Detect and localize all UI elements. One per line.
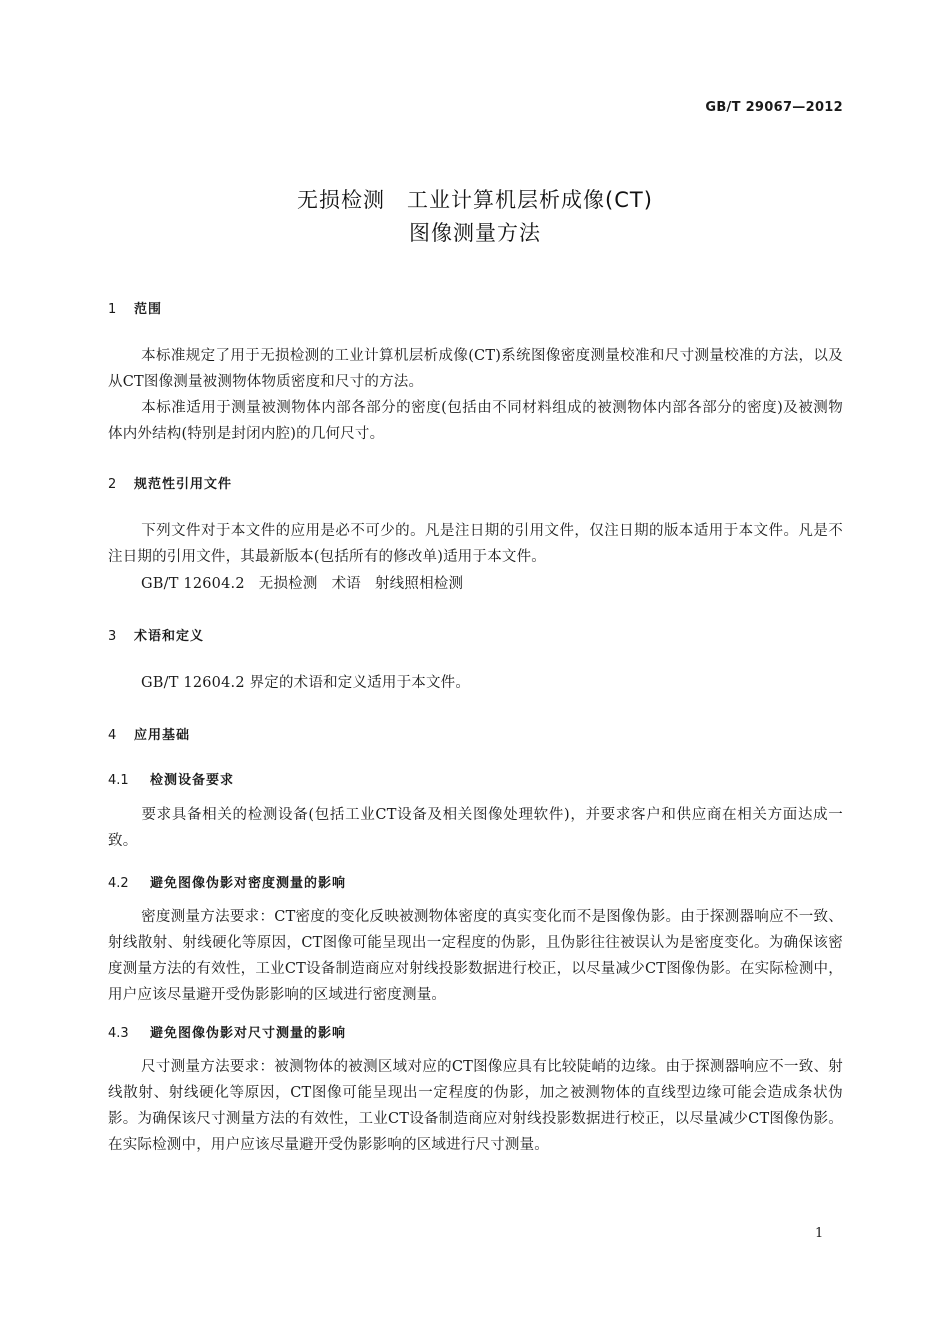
paragraph-text: 密度测量方法要求：CT密度的变化反映被测物体密度的真实变化而不是图像伪影。由于探测器响应不一致、射线散射、射线硬化等原因，CT图像可能呈现出一定程度的伪影，且伪影往往被误认为是密度变化。为确保该密度测量方法的有效性，工业CT设备制造商应对射线投影数据进行校正，以尽量减少CT图像伪影。在实际检测中，用户应该尽量避开受伪影影响的区域进行密度测量。 xyxy=(108,909,843,1003)
document-title-line1: 无损检测 工业计算机层析成像(CT) xyxy=(297,188,653,212)
section-4-2-paragraph xyxy=(108,904,843,1008)
section-2-heading xyxy=(108,473,232,492)
normative-reference xyxy=(141,572,463,593)
section-title: 范围 xyxy=(134,302,163,317)
page-number: 1 xyxy=(815,1226,824,1241)
reference-title-part: 射线照相检测 xyxy=(374,576,464,592)
section-number: 4 xyxy=(108,728,117,743)
section-title: 检测设备要求 xyxy=(150,773,235,788)
reference-title-part: 无损检测 xyxy=(258,576,318,592)
section-4-2-heading xyxy=(108,872,346,891)
section-number: 4.3 xyxy=(108,1026,129,1041)
reference-code: GB/T 12604.2 xyxy=(141,576,245,592)
section-number: 3 xyxy=(108,629,117,644)
reference-title-part: 术语 xyxy=(331,576,361,592)
section-1-paragraph-1 xyxy=(108,343,843,395)
section-4-1-paragraph xyxy=(108,802,843,854)
section-2-paragraph-1 xyxy=(108,518,843,570)
section-title: 应用基础 xyxy=(134,728,191,743)
section-4-3-heading xyxy=(108,1022,346,1041)
document-title-line2: 图像测量方法 xyxy=(409,221,541,245)
section-3-heading xyxy=(108,625,204,644)
section-number: 4.2 xyxy=(108,876,129,891)
section-3-paragraph-1 xyxy=(108,670,843,696)
section-1-heading xyxy=(108,298,162,317)
paragraph-text: 要求具备相关的检测设备(包括工业CT设备及相关图像处理软件)，并要求客户和供应商在相关方面达成一致。 xyxy=(108,807,843,849)
section-4-heading xyxy=(108,724,190,743)
section-number: 2 xyxy=(108,477,117,492)
paragraph-text: GB/T 12604.2 界定的术语和定义适用于本文件。 xyxy=(141,675,471,691)
paragraph-text: 本标准适用于测量被测物体内部各部分的密度(包括由不同材料组成的被测物体内部各部分的密度)及被测物体内外结构(特别是封闭内腔)的几何尺寸。 xyxy=(108,400,843,442)
section-4-1-heading xyxy=(108,769,234,788)
standard-number: GB/T 29067—2012 xyxy=(705,100,843,115)
section-number: 1 xyxy=(108,302,117,317)
paragraph-text: 本标准规定了用于无损检测的工业计算机层析成像(CT)系统图像密度测量校准和尺寸测量校准的方法，以及从CT图像测量被测物体物质密度和尺寸的方法。 xyxy=(108,348,843,390)
section-title: 避免图像伪影对密度测量的影响 xyxy=(150,876,347,891)
paragraph-text: 下列文件对于本文件的应用是必不可少的。凡是注日期的引用文件，仅注日期的版本适用于本文件。凡是不注日期的引用文件，其最新版本(包括所有的修改单)适用于本文件。 xyxy=(108,523,843,565)
section-1-paragraph-2 xyxy=(108,395,843,447)
section-title: 规范性引用文件 xyxy=(134,477,233,492)
section-number: 4.1 xyxy=(108,773,129,788)
paragraph-text: 尺寸测量方法要求：被测物体的被测区域对应的CT图像应具有比较陡峭的边缘。由于探测器响应不一致、射线散射、射线硬化等原因，CT图像可能呈现出一定程度的伪影，加之被测物体的直线型边缘可能会造成条状伪影。为确保该尺寸测量方法的有效性，工业CT设备制造商应对射线投影数据进行校正，以尽量减少CT图像伪影。在实际检测中，用户应该尽量避开受伪影影响的区域进行尺寸测量。 xyxy=(108,1059,843,1153)
section-title: 术语和定义 xyxy=(134,629,205,644)
section-title: 避免图像伪影对尺寸测量的影响 xyxy=(150,1026,347,1041)
section-4-3-paragraph xyxy=(108,1054,843,1158)
